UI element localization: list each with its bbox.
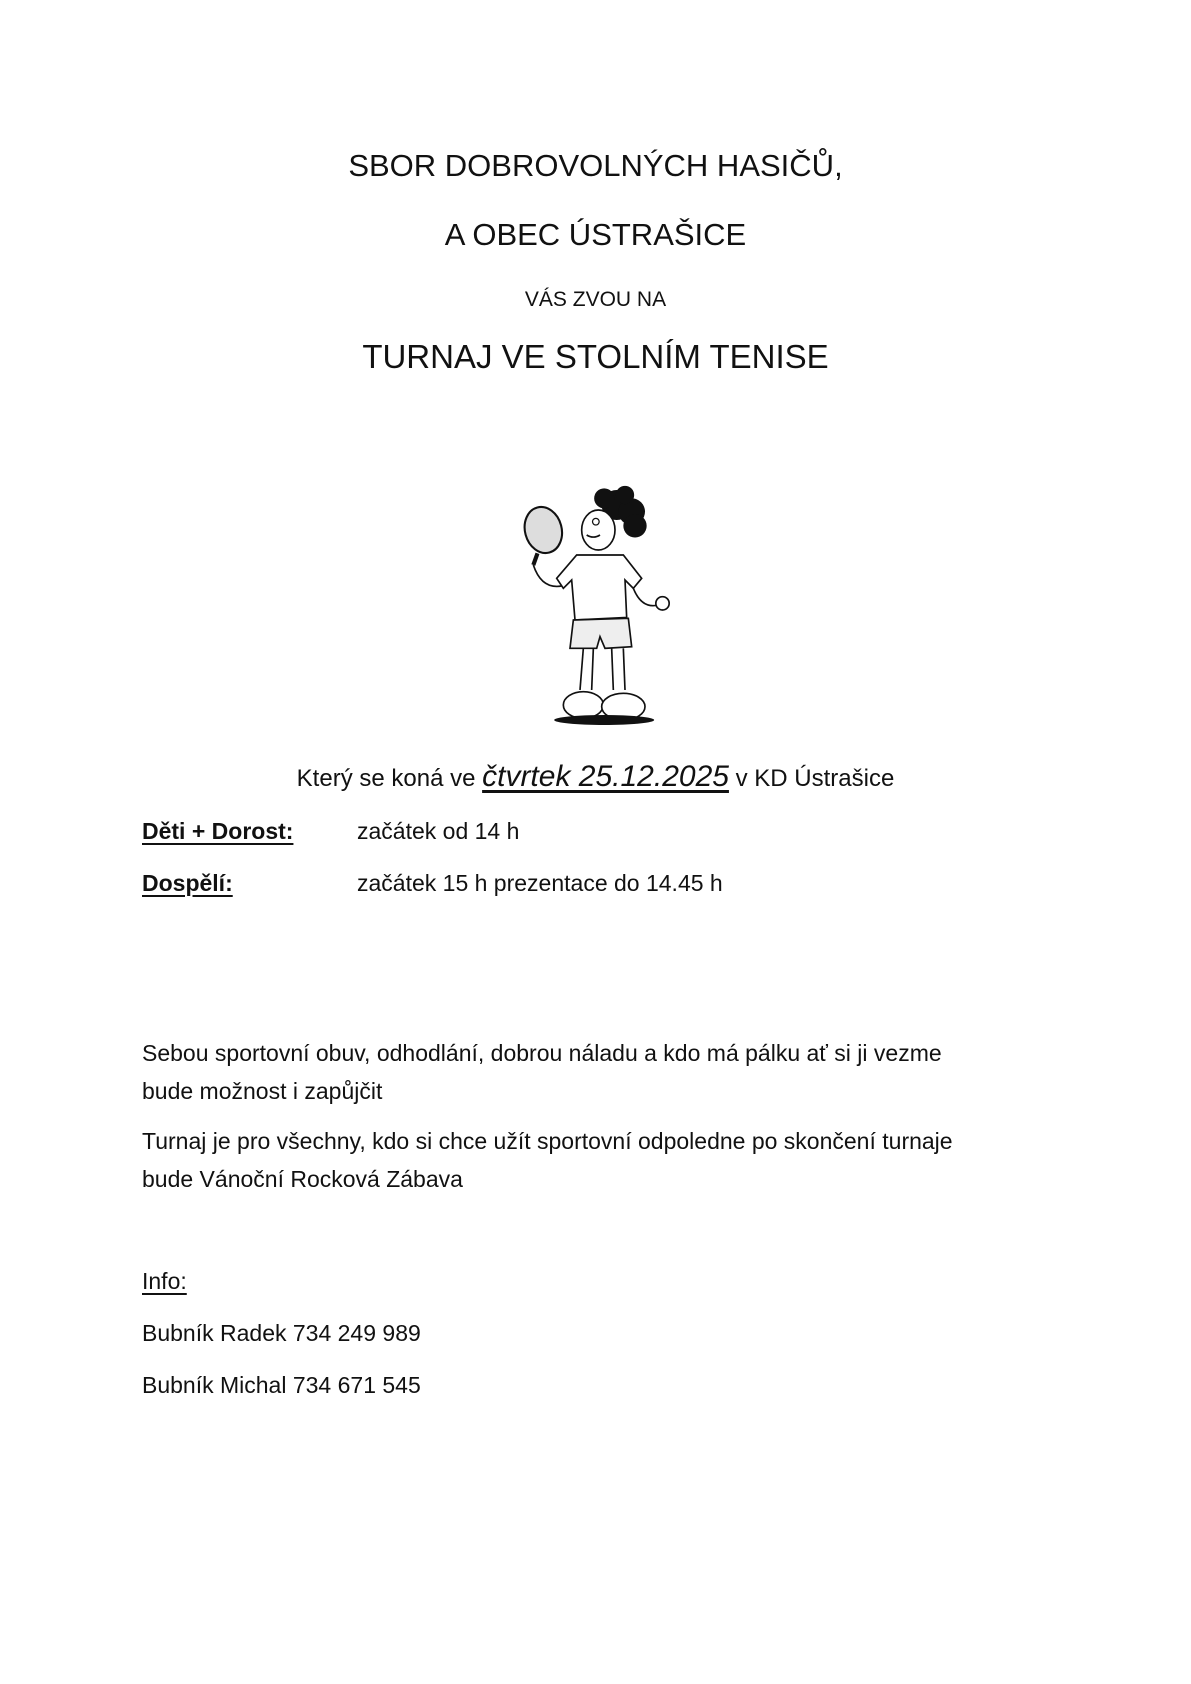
notes-paragraph-1-line-2: bude možnost i zapůjčit: [142, 1078, 383, 1104]
schedule-value: začátek 15 h prezentace do 14.45 h: [357, 870, 723, 896]
contact-2: Bubník Michal 734 671 545: [142, 1372, 421, 1398]
schedule-label: Dospělí:: [142, 870, 233, 896]
event-date-line: [0, 760, 1191, 794]
info-heading: Info:: [142, 1268, 187, 1294]
event-title: TURNAJ VE STOLNÍM TENISE: [362, 338, 829, 375]
notes-paragraph-2-line-2: bude Vánoční Rocková Zábava: [142, 1166, 463, 1192]
notes-paragraph-2-line-1: Turnaj je pro všechny, kdo si chce užít sportovní odpoledne po skončení turnaje: [142, 1128, 953, 1154]
schedule-label: Děti + Dorost:: [142, 818, 294, 844]
organizer-line-2: A OBEC ÚSTRAŠICE: [444, 217, 747, 252]
contact-1: Bubník Radek 734 249 989: [142, 1320, 421, 1346]
event-prefix: Který se koná ve: [296, 765, 483, 792]
event-date: čtvrtek 25.12.2025: [482, 760, 729, 793]
table-tennis-player-icon: [500, 455, 700, 755]
schedule-row: [142, 870, 233, 897]
organizer-line-1: SBOR DOBROVOLNÝCH HASIČŮ,: [348, 148, 843, 183]
notes-paragraph-1-line-1: Sebou sportovní obuv, odhodlání, dobrou náladu a kdo má pálku ať si ji vezme: [142, 1040, 942, 1066]
schedule-value: začátek od 14 h: [357, 818, 520, 844]
invite-line: VÁS ZVOU NA: [524, 288, 667, 311]
event-location: v KD Ústrašice: [728, 765, 895, 792]
schedule-row: [142, 818, 293, 845]
